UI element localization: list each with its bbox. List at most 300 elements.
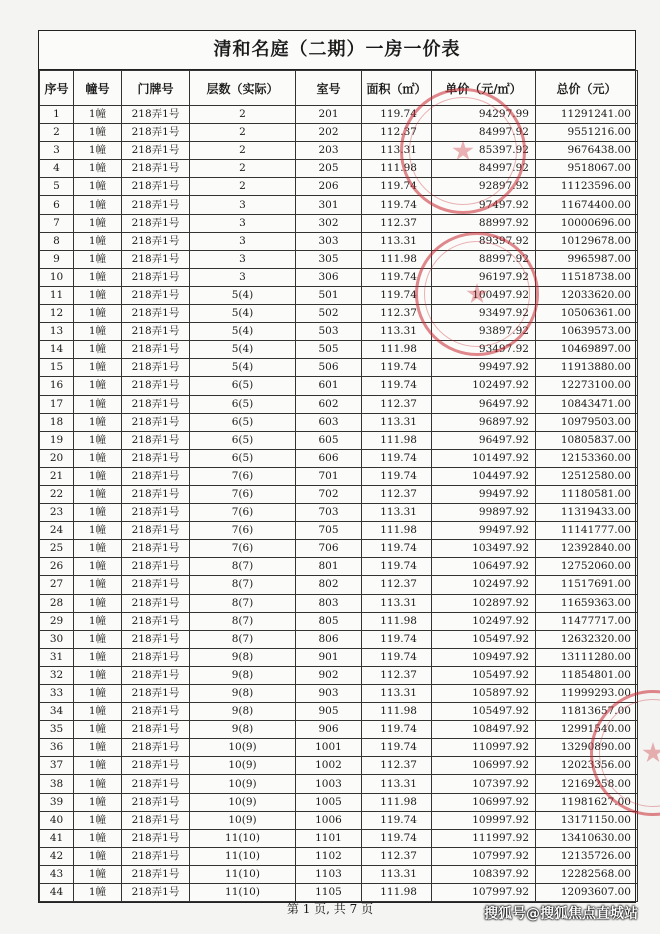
cell-unit-price: 101497.92	[432, 449, 536, 467]
cell-unit-price: 93497.92	[432, 341, 536, 359]
cell-room: 901	[296, 648, 362, 666]
page-title: 清和名庭（二期）一房一价表	[39, 31, 635, 70]
cell-area: 111.98	[362, 612, 432, 630]
cell-building: 1幢	[74, 467, 122, 485]
table-row	[40, 576, 638, 594]
cell-floor: 8(7)	[190, 576, 296, 594]
cell-address: 218弄1号	[122, 323, 190, 341]
cell-index: 24	[40, 522, 74, 540]
cell-room: 1005	[296, 793, 362, 811]
cell-building: 1幢	[74, 395, 122, 413]
cell-unit-price: 96497.92	[432, 431, 536, 449]
cell-address: 218弄1号	[122, 504, 190, 522]
table-row	[40, 685, 638, 703]
cell-floor: 3	[190, 250, 296, 268]
cell-address: 218弄1号	[122, 124, 190, 142]
cell-building: 1幢	[74, 178, 122, 196]
cell-address: 218弄1号	[122, 268, 190, 286]
cell-building: 1幢	[74, 757, 122, 775]
cell-total-price: 11291241.00	[536, 106, 638, 124]
table-row	[40, 250, 638, 268]
cell-floor: 6(5)	[190, 431, 296, 449]
cell-floor: 3	[190, 214, 296, 232]
cell-address: 218弄1号	[122, 594, 190, 612]
cell-index: 26	[40, 558, 74, 576]
cell-room: 803	[296, 594, 362, 612]
cell-address: 218弄1号	[122, 775, 190, 793]
cell-room: 603	[296, 413, 362, 431]
table-body	[40, 106, 638, 902]
table-row	[40, 449, 638, 467]
cell-building: 1幢	[74, 341, 122, 359]
cell-building: 1幢	[74, 865, 122, 883]
table-row	[40, 666, 638, 684]
cell-room: 606	[296, 449, 362, 467]
cell-index: 44	[40, 884, 74, 902]
table-row	[40, 341, 638, 359]
cell-unit-price: 96197.92	[432, 268, 536, 286]
cell-index: 1	[40, 106, 74, 124]
cell-floor: 8(7)	[190, 558, 296, 576]
cell-area: 111.98	[362, 793, 432, 811]
cell-total-price: 13410630.00	[536, 829, 638, 847]
cell-room: 205	[296, 160, 362, 178]
cell-unit-price: 99497.92	[432, 522, 536, 540]
cell-area: 113.31	[362, 413, 432, 431]
cell-unit-price: 96497.92	[432, 395, 536, 413]
cell-floor: 11(10)	[190, 865, 296, 883]
table-row	[40, 214, 638, 232]
cell-index: 27	[40, 576, 74, 594]
cell-room: 1003	[296, 775, 362, 793]
cell-unit-price: 84997.92	[432, 160, 536, 178]
cell-total-price: 9676438.00	[536, 142, 638, 160]
col-header-index: 序号	[40, 71, 74, 106]
cell-unit-price: 109997.92	[432, 811, 536, 829]
cell-total-price: 12169258.00	[536, 775, 638, 793]
cell-total-price: 11319433.00	[536, 504, 638, 522]
table-row	[40, 323, 638, 341]
cell-floor: 9(8)	[190, 721, 296, 739]
cell-building: 1幢	[74, 377, 122, 395]
cell-area: 113.31	[362, 323, 432, 341]
cell-floor: 7(6)	[190, 540, 296, 558]
cell-floor: 5(4)	[190, 305, 296, 323]
cell-building: 1幢	[74, 630, 122, 648]
cell-total-price: 11477717.00	[536, 612, 638, 630]
cell-floor: 5(4)	[190, 359, 296, 377]
cell-room: 701	[296, 467, 362, 485]
cell-building: 1幢	[74, 196, 122, 214]
cell-room: 905	[296, 703, 362, 721]
cell-total-price: 11981627.00	[536, 793, 638, 811]
page-number: 第 1 页, 共 7 页	[286, 902, 374, 916]
table-row	[40, 377, 638, 395]
cell-total-price: 11517691.00	[536, 576, 638, 594]
cell-area: 111.98	[362, 431, 432, 449]
cell-area: 113.31	[362, 504, 432, 522]
cell-room: 301	[296, 196, 362, 214]
cell-room: 706	[296, 540, 362, 558]
cell-address: 218弄1号	[122, 612, 190, 630]
cell-total-price: 11913880.00	[536, 359, 638, 377]
cell-room: 503	[296, 323, 362, 341]
cell-unit-price: 102497.92	[432, 377, 536, 395]
cell-index: 37	[40, 757, 74, 775]
cell-address: 218弄1号	[122, 865, 190, 883]
table-row	[40, 286, 638, 304]
cell-room: 1006	[296, 811, 362, 829]
cell-area: 119.74	[362, 648, 432, 666]
cell-unit-price: 106497.92	[432, 558, 536, 576]
cell-unit-price: 100497.92	[432, 286, 536, 304]
cell-building: 1幢	[74, 413, 122, 431]
cell-total-price: 9551216.00	[536, 124, 638, 142]
cell-room: 903	[296, 685, 362, 703]
cell-total-price: 12033620.00	[536, 286, 638, 304]
cell-area: 119.74	[362, 739, 432, 757]
cell-unit-price: 97497.92	[432, 196, 536, 214]
cell-total-price: 11854801.00	[536, 666, 638, 684]
table-row	[40, 884, 638, 902]
cell-area: 119.74	[362, 467, 432, 485]
cell-building: 1幢	[74, 703, 122, 721]
cell-index: 15	[40, 359, 74, 377]
cell-floor: 10(9)	[190, 775, 296, 793]
cell-unit-price: 105497.92	[432, 666, 536, 684]
cell-area: 111.98	[362, 703, 432, 721]
cell-address: 218弄1号	[122, 395, 190, 413]
cell-index: 12	[40, 305, 74, 323]
cell-index: 7	[40, 214, 74, 232]
cell-index: 43	[40, 865, 74, 883]
cell-building: 1幢	[74, 124, 122, 142]
cell-floor: 10(9)	[190, 793, 296, 811]
cell-total-price: 12991540.00	[536, 721, 638, 739]
cell-room: 505	[296, 341, 362, 359]
cell-area: 119.74	[362, 196, 432, 214]
table-row	[40, 594, 638, 612]
cell-index: 34	[40, 703, 74, 721]
cell-room: 1101	[296, 829, 362, 847]
cell-building: 1幢	[74, 739, 122, 757]
table-row	[40, 829, 638, 847]
table-row	[40, 395, 638, 413]
cell-unit-price: 110997.92	[432, 739, 536, 757]
cell-address: 218弄1号	[122, 286, 190, 304]
table-row	[40, 648, 638, 666]
cell-floor: 3	[190, 268, 296, 286]
cell-total-price: 13290890.00	[536, 739, 638, 757]
cell-unit-price: 84997.92	[432, 124, 536, 142]
cell-total-price: 12392840.00	[536, 540, 638, 558]
cell-address: 218弄1号	[122, 829, 190, 847]
cell-area: 113.31	[362, 594, 432, 612]
cell-area: 119.74	[362, 811, 432, 829]
cell-area: 111.98	[362, 522, 432, 540]
cell-building: 1幢	[74, 775, 122, 793]
cell-floor: 2	[190, 160, 296, 178]
cell-total-price: 11999293.00	[536, 685, 638, 703]
table-header-row	[40, 71, 638, 106]
cell-unit-price: 88997.92	[432, 214, 536, 232]
cell-floor: 3	[190, 232, 296, 250]
cell-index: 19	[40, 431, 74, 449]
cell-index: 20	[40, 449, 74, 467]
cell-index: 3	[40, 142, 74, 160]
cell-address: 218弄1号	[122, 196, 190, 214]
cell-room: 605	[296, 431, 362, 449]
cell-building: 1幢	[74, 286, 122, 304]
cell-index: 25	[40, 540, 74, 558]
table-row	[40, 142, 638, 160]
cell-total-price: 12093607.00	[536, 884, 638, 902]
cell-index: 2	[40, 124, 74, 142]
cell-building: 1幢	[74, 648, 122, 666]
cell-room: 802	[296, 576, 362, 594]
col-header-area: 面积（㎡）	[362, 71, 432, 106]
cell-index: 29	[40, 612, 74, 630]
cell-area: 119.74	[362, 106, 432, 124]
cell-unit-price: 107997.92	[432, 847, 536, 865]
cell-address: 218弄1号	[122, 540, 190, 558]
cell-area: 112.37	[362, 757, 432, 775]
cell-index: 6	[40, 196, 74, 214]
cell-unit-price: 105497.92	[432, 703, 536, 721]
cell-unit-price: 104497.92	[432, 467, 536, 485]
cell-area: 111.98	[362, 884, 432, 902]
cell-room: 306	[296, 268, 362, 286]
cell-unit-price: 99897.92	[432, 504, 536, 522]
cell-room: 806	[296, 630, 362, 648]
cell-total-price: 12512580.00	[536, 467, 638, 485]
cell-index: 30	[40, 630, 74, 648]
cell-unit-price: 107397.92	[432, 775, 536, 793]
table-row	[40, 757, 638, 775]
cell-address: 218弄1号	[122, 630, 190, 648]
cell-total-price: 10843471.00	[536, 395, 638, 413]
table-row	[40, 485, 638, 503]
cell-floor: 8(7)	[190, 594, 296, 612]
cell-floor: 3	[190, 196, 296, 214]
table-row	[40, 160, 638, 178]
table-row	[40, 232, 638, 250]
col-header-unit-price: 单价（元/㎡）	[432, 71, 536, 106]
cell-floor: 7(6)	[190, 485, 296, 503]
cell-unit-price: 93497.92	[432, 305, 536, 323]
table-row	[40, 630, 638, 648]
cell-building: 1幢	[74, 160, 122, 178]
cell-address: 218弄1号	[122, 178, 190, 196]
cell-address: 218弄1号	[122, 648, 190, 666]
cell-building: 1幢	[74, 847, 122, 865]
cell-address: 218弄1号	[122, 811, 190, 829]
cell-area: 119.74	[362, 359, 432, 377]
cell-address: 218弄1号	[122, 359, 190, 377]
cell-room: 703	[296, 504, 362, 522]
cell-unit-price: 99497.92	[432, 485, 536, 503]
cell-area: 113.31	[362, 142, 432, 160]
cell-building: 1幢	[74, 540, 122, 558]
cell-address: 218弄1号	[122, 142, 190, 160]
table-row	[40, 558, 638, 576]
cell-area: 119.74	[362, 268, 432, 286]
cell-room: 305	[296, 250, 362, 268]
cell-floor: 10(9)	[190, 739, 296, 757]
cell-area: 112.37	[362, 847, 432, 865]
cell-index: 13	[40, 323, 74, 341]
cell-address: 218弄1号	[122, 250, 190, 268]
cell-total-price: 11659363.00	[536, 594, 638, 612]
table-row	[40, 612, 638, 630]
cell-index: 35	[40, 721, 74, 739]
cell-unit-price: 107997.92	[432, 884, 536, 902]
cell-unit-price: 103497.92	[432, 540, 536, 558]
cell-building: 1幢	[74, 811, 122, 829]
cell-address: 218弄1号	[122, 106, 190, 124]
cell-room: 702	[296, 485, 362, 503]
col-header-address: 门牌号	[122, 71, 190, 106]
cell-unit-price: 111997.92	[432, 829, 536, 847]
cell-index: 18	[40, 413, 74, 431]
cell-building: 1幢	[74, 449, 122, 467]
cell-address: 218弄1号	[122, 739, 190, 757]
cell-index: 14	[40, 341, 74, 359]
col-header-total-price: 总价（元）	[536, 71, 638, 106]
cell-unit-price: 109497.92	[432, 648, 536, 666]
cell-total-price: 12273100.00	[536, 377, 638, 395]
cell-index: 42	[40, 847, 74, 865]
cell-building: 1幢	[74, 721, 122, 739]
cell-address: 218弄1号	[122, 413, 190, 431]
cell-floor: 11(10)	[190, 829, 296, 847]
table-row	[40, 467, 638, 485]
cell-building: 1幢	[74, 214, 122, 232]
cell-area: 112.37	[362, 305, 432, 323]
cell-total-price: 10506361.00	[536, 305, 638, 323]
cell-total-price: 11813657.00	[536, 703, 638, 721]
cell-address: 218弄1号	[122, 232, 190, 250]
cell-building: 1幢	[74, 250, 122, 268]
cell-building: 1幢	[74, 485, 122, 503]
cell-area: 119.74	[362, 721, 432, 739]
cell-index: 9	[40, 250, 74, 268]
cell-unit-price: 88997.92	[432, 250, 536, 268]
cell-room: 502	[296, 305, 362, 323]
cell-building: 1幢	[74, 504, 122, 522]
cell-address: 218弄1号	[122, 847, 190, 865]
cell-room: 201	[296, 106, 362, 124]
cell-building: 1幢	[74, 431, 122, 449]
cell-unit-price: 108397.92	[432, 865, 536, 883]
cell-unit-price: 106997.92	[432, 757, 536, 775]
cell-building: 1幢	[74, 884, 122, 902]
cell-floor: 8(7)	[190, 630, 296, 648]
cell-area: 111.98	[362, 250, 432, 268]
cell-room: 501	[296, 286, 362, 304]
cell-building: 1幢	[74, 323, 122, 341]
cell-area: 112.37	[362, 124, 432, 142]
cell-floor: 9(8)	[190, 703, 296, 721]
cell-room: 203	[296, 142, 362, 160]
cell-floor: 9(8)	[190, 685, 296, 703]
price-table	[39, 70, 638, 902]
cell-address: 218弄1号	[122, 703, 190, 721]
cell-total-price: 13171150.00	[536, 811, 638, 829]
table-row	[40, 413, 638, 431]
cell-floor: 11(10)	[190, 884, 296, 902]
cell-total-price: 11180581.00	[536, 485, 638, 503]
cell-floor: 2	[190, 124, 296, 142]
cell-index: 39	[40, 793, 74, 811]
table-row	[40, 359, 638, 377]
table-row	[40, 793, 638, 811]
cell-index: 22	[40, 485, 74, 503]
cell-area: 119.74	[362, 449, 432, 467]
cell-room: 1001	[296, 739, 362, 757]
cell-room: 1103	[296, 865, 362, 883]
table-row	[40, 847, 638, 865]
cell-floor: 7(6)	[190, 522, 296, 540]
cell-unit-price: 93897.92	[432, 323, 536, 341]
cell-building: 1幢	[74, 305, 122, 323]
cell-room: 302	[296, 214, 362, 232]
cell-room: 1002	[296, 757, 362, 775]
cell-unit-price: 99497.92	[432, 359, 536, 377]
table-row	[40, 196, 638, 214]
cell-floor: 6(5)	[190, 395, 296, 413]
cell-building: 1幢	[74, 558, 122, 576]
cell-address: 218弄1号	[122, 721, 190, 739]
cell-index: 11	[40, 286, 74, 304]
cell-area: 111.98	[362, 341, 432, 359]
cell-area: 119.74	[362, 630, 432, 648]
cell-floor: 10(9)	[190, 811, 296, 829]
cell-room: 1102	[296, 847, 362, 865]
cell-total-price: 13111280.00	[536, 648, 638, 666]
cell-total-price: 11674400.00	[536, 196, 638, 214]
cell-area: 111.98	[362, 160, 432, 178]
cell-building: 1幢	[74, 594, 122, 612]
cell-room: 801	[296, 558, 362, 576]
cell-building: 1幢	[74, 106, 122, 124]
cell-unit-price: 108497.92	[432, 721, 536, 739]
cell-index: 31	[40, 648, 74, 666]
cell-room: 303	[296, 232, 362, 250]
cell-total-price: 10129678.00	[536, 232, 638, 250]
cell-floor: 7(6)	[190, 467, 296, 485]
cell-index: 10	[40, 268, 74, 286]
cell-area: 119.74	[362, 286, 432, 304]
cell-floor: 6(5)	[190, 377, 296, 395]
cell-room: 902	[296, 666, 362, 684]
price-list-sheet	[38, 30, 636, 903]
cell-unit-price: 89397.92	[432, 232, 536, 250]
cell-address: 218弄1号	[122, 666, 190, 684]
table-row	[40, 865, 638, 883]
cell-total-price: 11123596.00	[536, 178, 638, 196]
col-header-room: 室号	[296, 71, 362, 106]
cell-building: 1幢	[74, 268, 122, 286]
table-row	[40, 268, 638, 286]
cell-index: 21	[40, 467, 74, 485]
cell-index: 8	[40, 232, 74, 250]
cell-unit-price: 94297.99	[432, 106, 536, 124]
cell-unit-price: 105897.92	[432, 685, 536, 703]
cell-address: 218弄1号	[122, 522, 190, 540]
cell-floor: 5(4)	[190, 286, 296, 304]
cell-address: 218弄1号	[122, 884, 190, 902]
